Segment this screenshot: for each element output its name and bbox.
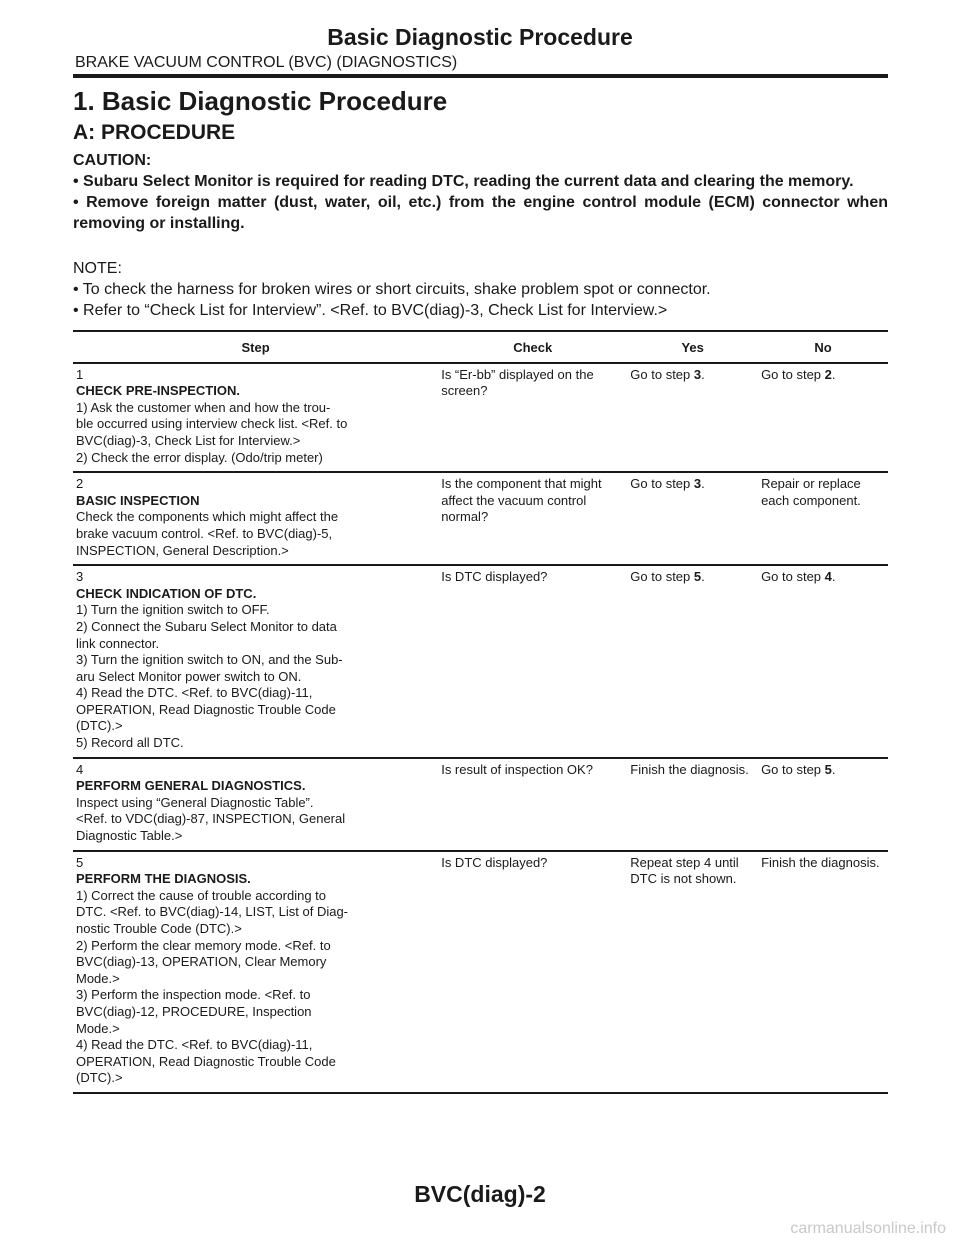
- step-cell: [73, 472, 438, 565]
- note-block: [73, 258, 888, 321]
- step-instruction-line: Mode.>: [76, 1020, 120, 1036]
- step-number: 3: [76, 569, 84, 585]
- yes-step-number: 3: [693, 476, 702, 492]
- no-text: Repair or replace each component.: [761, 476, 861, 508]
- step-instruction-line: brake vacuum control. <Ref. to BVC(diag)-5,: [76, 525, 333, 541]
- header-divider: [73, 74, 888, 78]
- step-instruction-line: 2) Check the error display. (Odo/trip meter): [76, 449, 323, 465]
- step-cell: [73, 851, 438, 1093]
- table-row: [73, 565, 888, 758]
- no-text: Go to step: [761, 569, 825, 585]
- step-instruction-line: 4) Read the DTC. <Ref. to BVC(diag)-11,: [76, 1037, 313, 1053]
- step-body: [76, 871, 382, 1087]
- step-title: CHECK INDICATION OF DTC.: [76, 585, 257, 601]
- header-step: Step: [73, 331, 438, 363]
- yes-punct: .: [701, 366, 705, 382]
- watermark: carmanualsonline.info: [790, 1220, 946, 1237]
- no-cell: [758, 565, 888, 758]
- step-instruction-line: Check the components which might affect the: [76, 509, 339, 525]
- step-instruction-line: 2) Perform the clear memory mode. <Ref. to: [76, 937, 331, 953]
- step-title: PERFORM THE DIAGNOSIS.: [76, 871, 251, 887]
- step-instruction-line: 1) Turn the ignition switch to OFF.: [76, 602, 270, 618]
- table-row: [73, 851, 888, 1093]
- table-body: [73, 363, 888, 1093]
- step-instruction-line: OPERATION, Read Diagnostic Trouble Code: [76, 1053, 336, 1069]
- yes-text: Go to step: [630, 569, 694, 585]
- step-instruction-line: 4) Read the DTC. <Ref. to BVC(diag)-11,: [76, 685, 313, 701]
- step-instruction-line: 1) Correct the cause of trouble according to: [76, 887, 327, 903]
- diagnostic-table: [73, 330, 888, 1094]
- yes-cell: [627, 851, 758, 1093]
- step-instruction-line: Mode.>: [76, 970, 120, 986]
- step-body: [76, 383, 382, 466]
- section-subtitle: A: PROCEDURE: [73, 121, 236, 144]
- step-instruction-line: 5) Record all DTC.: [76, 735, 184, 751]
- step-instruction-line: (DTC).>: [76, 718, 123, 734]
- step-instruction-line: BVC(diag)-13, OPERATION, Clear Memory: [76, 954, 327, 970]
- step-instruction-line: BVC(diag)-3, Check List for Interview.>: [76, 432, 301, 448]
- table-row: [73, 472, 888, 565]
- step-instruction-line: INSPECTION, General Description.>: [76, 542, 289, 558]
- yes-cell: [627, 565, 758, 758]
- table-row: [73, 363, 888, 473]
- no-text: Go to step: [761, 366, 825, 382]
- check-cell: Is DTC displayed?: [438, 851, 627, 1093]
- check-cell: Is result of inspection OK?: [438, 758, 627, 851]
- step-instruction-line: BVC(diag)-12, PROCEDURE, Inspection: [76, 1003, 312, 1019]
- check-cell: Is DTC displayed?: [438, 565, 627, 758]
- header-no: No: [758, 331, 888, 363]
- yes-cell: [627, 472, 758, 565]
- no-text: Go to step: [761, 761, 825, 777]
- step-number: 2: [76, 476, 84, 492]
- no-punct: .: [831, 761, 836, 777]
- caution-item: • Subaru Select Monitor is required for reading DTC, reading the current data and clearing the memory.: [73, 173, 854, 190]
- yes-text: Go to step: [630, 366, 694, 382]
- caution-block: [73, 150, 888, 234]
- step-instruction-line: aru Select Monitor power switch to ON.: [76, 668, 302, 684]
- step-instruction-line: OPERATION, Read Diagnostic Trouble Code: [76, 701, 336, 717]
- no-cell: [758, 758, 888, 851]
- step-body: [76, 778, 382, 844]
- step-instruction-line: 3) Turn the ignition switch to ON, and the Sub-: [76, 652, 343, 668]
- step-instruction-line: DTC. <Ref. to BVC(diag)-14, LIST, List of Diag-: [76, 904, 349, 920]
- no-text: Finish the diagnosis.: [761, 854, 880, 870]
- header-yes: Yes: [627, 331, 758, 363]
- step-number: 1: [76, 366, 84, 382]
- check-cell: Is the component that might affect the vacuum control normal?: [438, 472, 627, 565]
- step-cell: [73, 758, 438, 851]
- no-step-number: 5: [824, 761, 832, 777]
- no-punct: .: [831, 569, 836, 585]
- step-body: [76, 493, 382, 559]
- yes-text: Go to step: [630, 476, 694, 492]
- step-number: 5: [76, 854, 84, 870]
- step-title: PERFORM GENERAL DIAGNOSTICS.: [76, 778, 306, 794]
- no-cell: [758, 472, 888, 565]
- no-step-number: 2: [824, 366, 832, 382]
- yes-text: Repeat step 4 until DTC is not shown.: [630, 854, 739, 887]
- step-cell: [73, 565, 438, 758]
- step-cell: [73, 363, 438, 473]
- step-instruction-line: 3) Perform the inspection mode. <Ref. to: [76, 987, 311, 1003]
- step-title: CHECK PRE-INSPECTION.: [76, 383, 240, 399]
- note-item: • To check the harness for broken wires or short circuits, shake problem spot or connector.: [73, 281, 711, 298]
- yes-step-number: 5: [693, 569, 702, 585]
- no-step-number: 4: [824, 569, 832, 585]
- step-instruction-line: 1) Ask the customer when and how the trou-: [76, 399, 331, 415]
- caution-item: • Remove foreign matter (dust, water, oil, etc.) from the engine control module (ECM) connector when removing or installing.: [73, 194, 888, 232]
- table-header-row: [73, 331, 888, 363]
- no-cell: [758, 851, 888, 1093]
- note-label: NOTE:: [73, 260, 122, 277]
- page-header-subtitle: BRAKE VACUUM CONTROL (BVC) (DIAGNOSTICS): [75, 54, 458, 71]
- page-number: BVC(diag)-2: [414, 1181, 546, 1207]
- page-header-title: Basic Diagnostic Procedure: [327, 24, 633, 50]
- yes-punct: .: [701, 476, 705, 492]
- step-instruction-line: (DTC).>: [76, 1070, 123, 1086]
- step-title: BASIC INSPECTION: [76, 492, 200, 508]
- no-cell: [758, 363, 888, 473]
- yes-step-number: 3: [693, 366, 702, 382]
- step-instruction-line: ble occurred using interview check list. <Ref. to: [76, 416, 348, 432]
- caution-label: CAUTION:: [73, 152, 152, 169]
- note-item: • Refer to “Check List for Interview”. <Ref. to BVC(diag)-3, Check List for Interview.>: [73, 302, 668, 319]
- step-instruction-line: <Ref. to VDC(diag)-87, INSPECTION, General: [76, 811, 346, 827]
- step-instruction-line: Diagnostic Table.>: [76, 828, 183, 844]
- step-number: 4: [76, 761, 84, 777]
- table-row: [73, 758, 888, 851]
- check-cell: Is “Er-bb” displayed on the screen?: [438, 363, 627, 473]
- yes-cell: [627, 758, 758, 851]
- header-check: Check: [438, 331, 627, 363]
- section-title: 1. Basic Diagnostic Procedure: [73, 86, 448, 116]
- step-instruction-line: link connector.: [76, 635, 160, 651]
- step-body: [76, 586, 382, 752]
- step-instruction-line: nostic Trouble Code (DTC).>: [76, 921, 242, 936]
- step-instruction-line: 2) Connect the Subaru Select Monitor to data: [76, 618, 337, 634]
- step-instruction-line: Inspect using “General Diagnostic Table”.: [76, 794, 314, 810]
- yes-text: Finish the diagnosis.: [630, 761, 749, 777]
- yes-cell: [627, 363, 758, 473]
- yes-punct: .: [701, 569, 705, 585]
- no-punct: .: [831, 366, 836, 382]
